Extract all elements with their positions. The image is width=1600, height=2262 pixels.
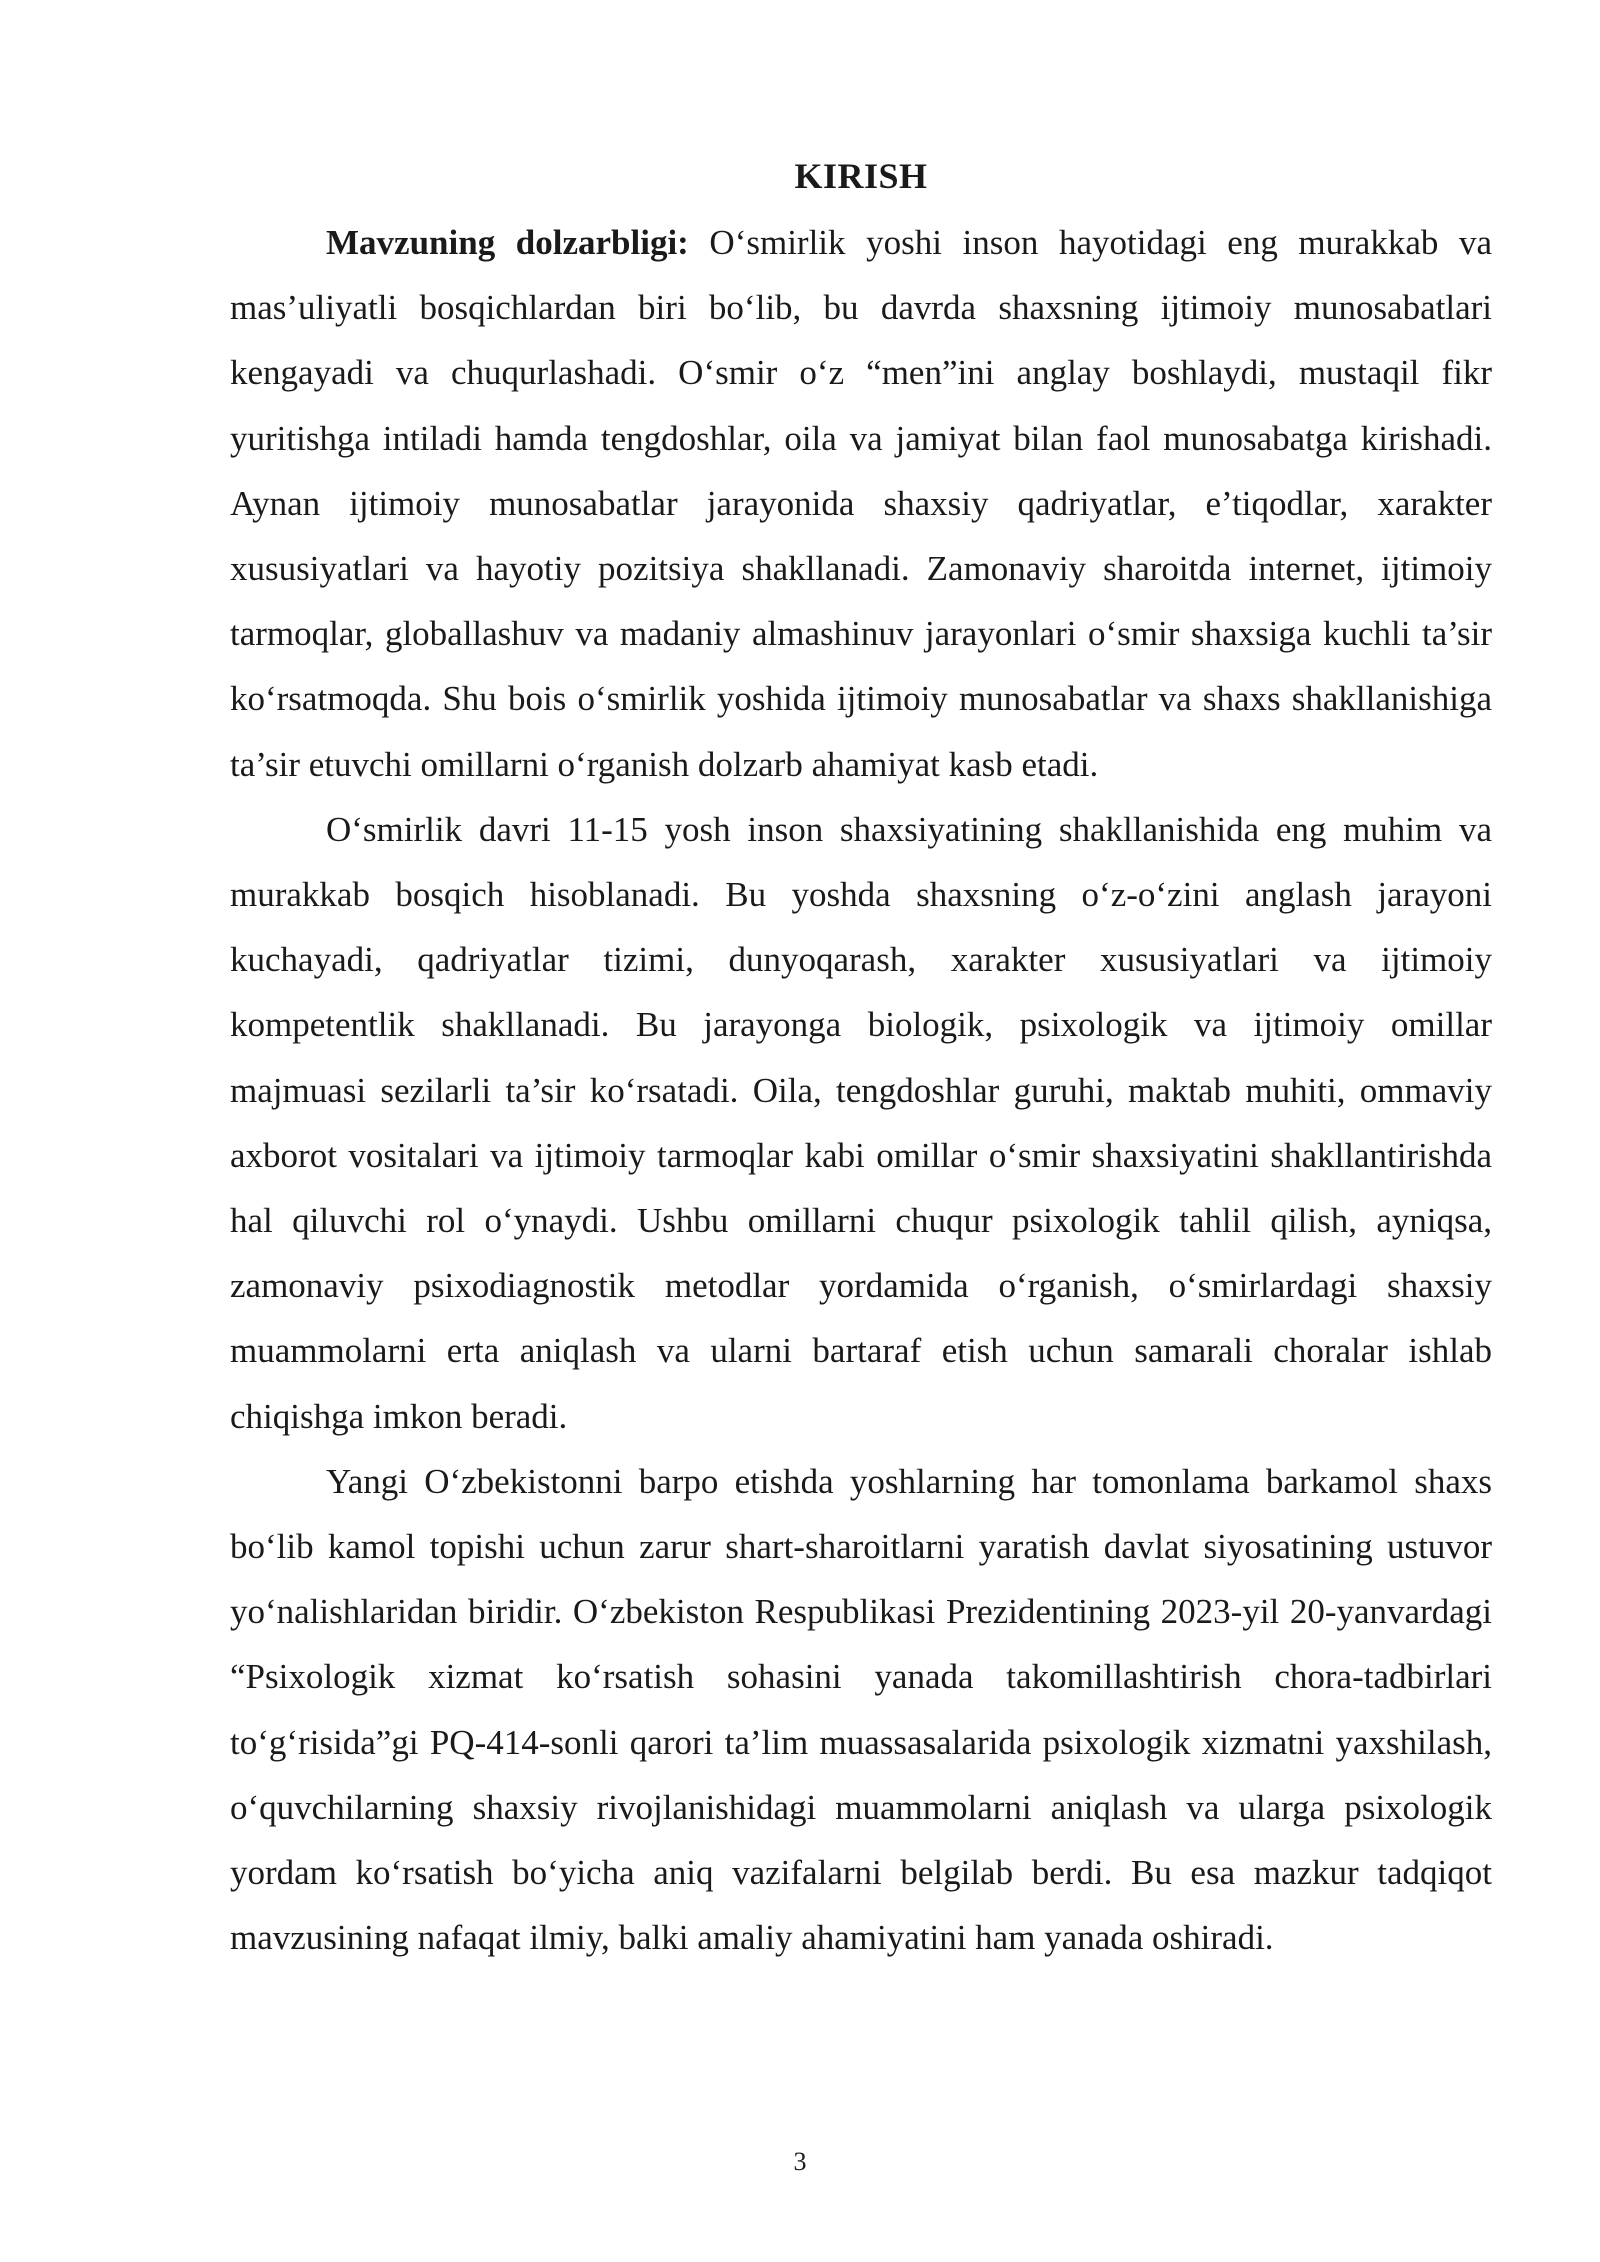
paragraph-relevance	[230, 210, 1492, 797]
section-heading: KIRISH	[794, 156, 928, 196]
paragraph-state-policy: Yangi O‘zbekistonni barpo etishda yoshlarning har tomonlama barkamol shaxs bo‘lib kamol topishi uchun zarur shart-sharoitlarni yaratish davlat siyosatining ustuvor yo‘nalishlaridan biridir. O‘zbekiston Respublikasi Prezidentining 2023-yil 20-yanvardagi “Psixologik xizmat ko‘rsatish sohasini yanada takomillashtirish chora-tadbirlari to‘g‘risida”gi PQ-414-sonli qarori ta’lim muassasalarida psixologik xizmatni yaxshilash, o‘quvchilarning shaxsiy rivojlanishidagi muammolarni aniqlash va ularga psixologik yordam ko‘rsatish bo‘yicha aniq vazifalarni belgilab berdi. Bu esa mazkur tadqiqot mavzusining nafaqat ilmiy, balki amaliy ahamiyatini ham yanada oshiradi.	[230, 1461, 1492, 1958]
page-number: 3	[793, 2147, 807, 2176]
page-content	[230, 150, 1492, 1970]
paragraph-adolescence: O‘smirlik davri 11-15 yosh inson shaxsiyatining shakllanishida eng muhim va murakkab bosqich hisoblanadi. Bu yoshda shaxsning o‘z-o‘zini anglash jarayoni kuchayadi, qadriyatlar tizimi, dunyoqarash, xarakter xususiyatlari va ijtimoiy kompetentlik shakllanadi. Bu jarayonga biologik, psixologik va ijtimoiy omillar majmuasi sezilarli ta’sir ko‘rsatadi. Oila, tengdoshlar guruhi, maktab muhiti, ommaviy axborot vositalari va ijtimoiy tarmoqlar kabi omillar o‘smir shaxsiyatini shakllantirishda hal qiluvchi rol o‘ynaydi. Ushbu omillarni chuqur psixologik tahlil qilish, ayniqsa, zamonaviy psixodiagnostik metodlar yordamida o‘rganish, o‘smirlardagi shaxsiy muammolarni erta aniqlash va ularni bartaraf etish uchun samarali choralar ishlab chiqishga imkon beradi.	[230, 809, 1492, 1436]
paragraph-text: O‘smirlik yoshi inson hayotidagi eng murakkab va mas’uliyatli bosqichlardan biri bo‘lib, bu davrda shaxsning ijtimoiy munosabatlari kengayadi va chuqurlashadi. O‘smir o‘z “men”ini anglay boshlaydi, mustaqil fikr yuritishga intiladi hamda tengdoshlar, oila va jamiyat bilan faol munosabatga kirishadi. Aynan ijtimoiy munosabatlar jarayonida shaxsiy qadriyatlar, e’tiqodlar, xarakter xususiyatlari va hayotiy pozitsiya shakllanadi. Zamonaviy sharoitda internet, ijtimoiy tarmoqlar, globallashuv va madaniy almashinuv jarayonlari o‘smir shaxsiga kuchli ta’sir ko‘rsatmoqda. Shu bois o‘smirlik yoshida ijtimoiy munosabatlar va shaxs shakllanishiga ta’sir etuvchi omillarni o‘rganish dolzarb ahamiyat kasb etadi.	[230, 223, 1492, 784]
paragraph-lead: Mavzuning dolzarbligi:	[326, 223, 689, 262]
